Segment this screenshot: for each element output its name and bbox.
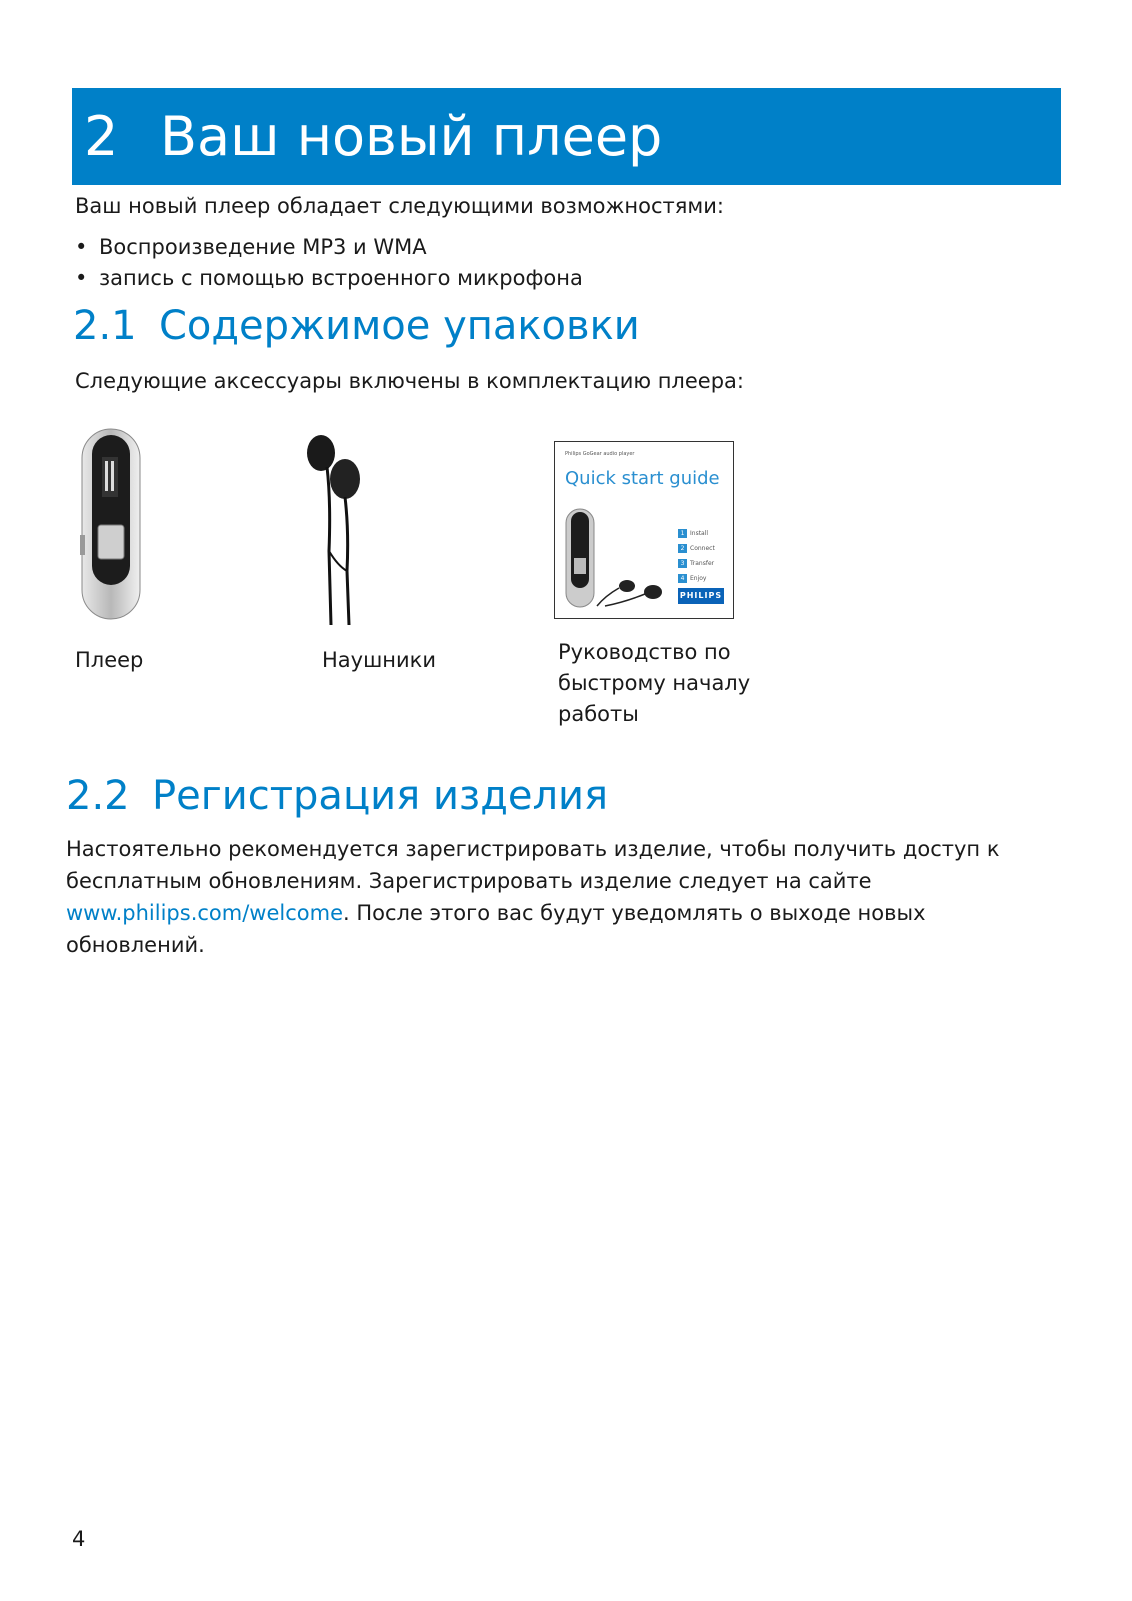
feature-text: Воспроизведение MP3 и WMA: [99, 235, 427, 259]
section-title: Содержимое упаковки: [159, 303, 640, 349]
section-title: Регистрация изделия: [152, 773, 609, 819]
philips-logo: PHILIPS: [678, 588, 724, 604]
chapter-title-text: Ваш новый плеер: [160, 105, 663, 168]
step-label: Connect: [690, 545, 715, 552]
earphones-icon: [305, 431, 365, 627]
caption-guide-line: работы: [558, 702, 639, 726]
caption-guide-line: быстрому началу: [558, 671, 751, 695]
section-heading-registration: [66, 772, 608, 820]
caption-guide-line: Руководство по: [558, 640, 731, 664]
step-number: 4: [678, 574, 687, 583]
caption-player: Плеер: [75, 648, 144, 672]
guide-step: [678, 571, 715, 586]
bullet-icon: •: [75, 235, 88, 259]
step-number: 3: [678, 559, 687, 568]
quick-start-guide-icon: [554, 441, 734, 619]
registration-link[interactable]: www.philips.com/welcome: [66, 901, 343, 925]
chapter-title: [84, 92, 662, 182]
guide-heading: Quick start guide: [565, 468, 720, 489]
step-label: Install: [690, 530, 709, 537]
registration-line: обновлений.: [66, 933, 205, 957]
caption-earphones: Наушники: [322, 648, 437, 672]
section-number: 2.2: [66, 773, 130, 819]
intro-text: Ваш новый плеер обладает следующими возможностями:: [75, 194, 724, 218]
guide-step: [678, 556, 715, 571]
guide-step: [678, 541, 715, 556]
bullet-icon: •: [75, 266, 88, 290]
feature-text: запись с помощью встроенного микрофона: [99, 266, 583, 290]
mp3-player-icon: [80, 427, 142, 621]
registration-line: [66, 897, 926, 929]
registration-text: . После этого вас будут уведомлять о выходе новых: [343, 901, 926, 925]
feature-item: [75, 232, 427, 262]
caption-guide: [558, 637, 750, 730]
chapter-number: 2: [84, 105, 119, 168]
guide-steps: [678, 526, 715, 586]
step-label: Transfer: [690, 560, 715, 567]
section-number: 2.1: [73, 303, 137, 349]
step-number: 2: [678, 544, 687, 553]
registration-line: Настоятельно рекомендуется зарегистрировать изделие, чтобы получить доступ к: [66, 837, 1000, 861]
step-label: Enjoy: [690, 575, 707, 582]
guide-player-icon: [565, 508, 595, 608]
step-number: 1: [678, 529, 687, 538]
registration-line: бесплатным обновлениям. Зарегистрировать изделие следует на сайте: [66, 869, 872, 893]
guide-brand-line: Philips GoGear audio player: [565, 451, 635, 457]
section-heading-contents: [73, 302, 640, 350]
guide-earphones-icon: [595, 572, 675, 608]
section-lead: Следующие аксессуары включены в комплектацию плеера:: [75, 369, 744, 393]
page-number: 4: [72, 1527, 86, 1551]
guide-step: [678, 526, 715, 541]
feature-item: [75, 263, 583, 293]
chapter-banner: [72, 88, 1061, 185]
